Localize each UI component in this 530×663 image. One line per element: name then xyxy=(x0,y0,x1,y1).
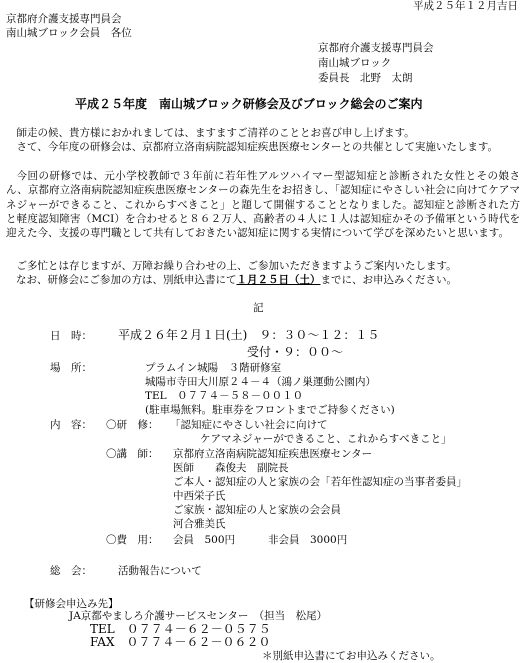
reception-time: 受付・９：００～ xyxy=(247,345,344,359)
application-tel: TEL ０７７４－６２－０５７５ xyxy=(90,622,271,636)
deadline-pre: なお、研修会にご参加の方は、別紙申込書にて xyxy=(16,274,237,286)
general-meeting-value: 活動報告について xyxy=(118,565,202,577)
place-label: 場 所： xyxy=(50,362,92,374)
lecturer-line: 中西栄子氏 xyxy=(173,490,226,502)
body-paragraph: さて、今年度の研修会は、京都府立洛南病院認知症疾患医療センターとの共催として実施いたします。 xyxy=(16,141,499,153)
document-title: 平成２５年度 南山城ブロック研修会及びブロック総会のご案内 xyxy=(75,97,423,111)
fee-member: 会員 500円 xyxy=(173,534,236,546)
sender-line: 南山城ブロック xyxy=(318,57,392,69)
datetime-label: 日 時： xyxy=(50,330,92,342)
training-title-line: ケアマネジャーができること、これからすべきこと」 xyxy=(200,433,452,445)
deadline-date: １月２５日（土） xyxy=(236,274,321,286)
lecturer-line: ご家族・認知症の人と家族の会会員 xyxy=(173,504,341,516)
ki-mark: 記 xyxy=(253,302,264,314)
general-meeting-label: 総 会： xyxy=(50,565,92,577)
addressee-line: 南山城ブロック会員 各位 xyxy=(6,27,132,39)
fee-nonmember: 非会員 3000円 xyxy=(268,534,348,546)
content-label: 内 容： xyxy=(50,419,92,431)
sender-line: 委員長 北野 太朗 xyxy=(318,72,413,84)
lecturer-line: 京都府立洛南病院認知症疾患医療センター xyxy=(173,448,373,460)
deadline-sentence xyxy=(16,274,457,287)
deadline-post: までに、お申込みください。 xyxy=(320,274,457,286)
place-line: 城陽市寺田大川原２４－４（鴻ノ巣運動公園内） xyxy=(145,376,376,388)
application-fax: FAX ０７７４－６２－０６２０ xyxy=(90,635,271,649)
lecturer-line: 医師 森俊夫 副院長 xyxy=(173,462,289,474)
place-line: プラムイン城陽 ３階研修室 xyxy=(145,362,282,374)
datetime-value: 平成２６年２月１日(土) ９：３０～１２：１５ xyxy=(118,328,380,342)
lecturer-line: 河合雅美氏 xyxy=(173,518,226,530)
fee-label: 〇費 用： xyxy=(106,534,159,546)
body-paragraph: 今回の研修では、元小学校教師で３年前に若年性アルツハイマー型認知症と診断された女性とその娘さん、京都府立洛南病院認知症疾患医療センターの森先生をお招きし、「認知症にやさしい社会に向けてケアマネジャーができること、これからすべきこと」と題して開催することとなりました。認知症と診断された方と軽度認知障害（MCI）を合わせると８６２万人、高齢者の４人に１人は認知症かその予備軍という時代を迎えた今、支援の専門職として共有しておきたい認知症に関する実情について学びを深めたいと思います。 xyxy=(6,170,520,240)
application-heading: 【研修会申込み先】 xyxy=(24,598,119,610)
body-paragraph: ご多忙とは存じますが、万障お繰り合わせの上、ご参加いただきますようご案内いたします。 xyxy=(16,260,457,272)
lecturer-label: 〇講 師： xyxy=(106,448,159,460)
place-line: TEL ０７７４－５８－００１０ xyxy=(145,390,304,402)
body-paragraph: 師走の候、貴方様におかれましては、ますますご清祥のこととお喜び申し上げます。 xyxy=(16,127,415,139)
sender-line: 京都府介護支援専門員会 xyxy=(318,42,434,54)
addressee-line: 京都府介護支援専門員会 xyxy=(6,13,122,25)
application-org: JA京都やましろ介護サービスセンター （担当 松尾） xyxy=(69,610,328,622)
place-line: (駐車場無料。駐車券をフロントまでご持参ください) xyxy=(145,404,395,416)
training-label: 〇研 修： xyxy=(106,419,159,431)
document-date: 平成２５年１２月吉日 xyxy=(413,0,518,12)
lecturer-line: ご本人・認知症の人と家族の会「若年性認知症の当事者委員」 xyxy=(173,476,467,488)
application-note: ＊別紙申込書にてお申込みください。 xyxy=(262,650,441,662)
training-title-line: 「認知症にやさしい社会に向けて xyxy=(170,419,328,431)
